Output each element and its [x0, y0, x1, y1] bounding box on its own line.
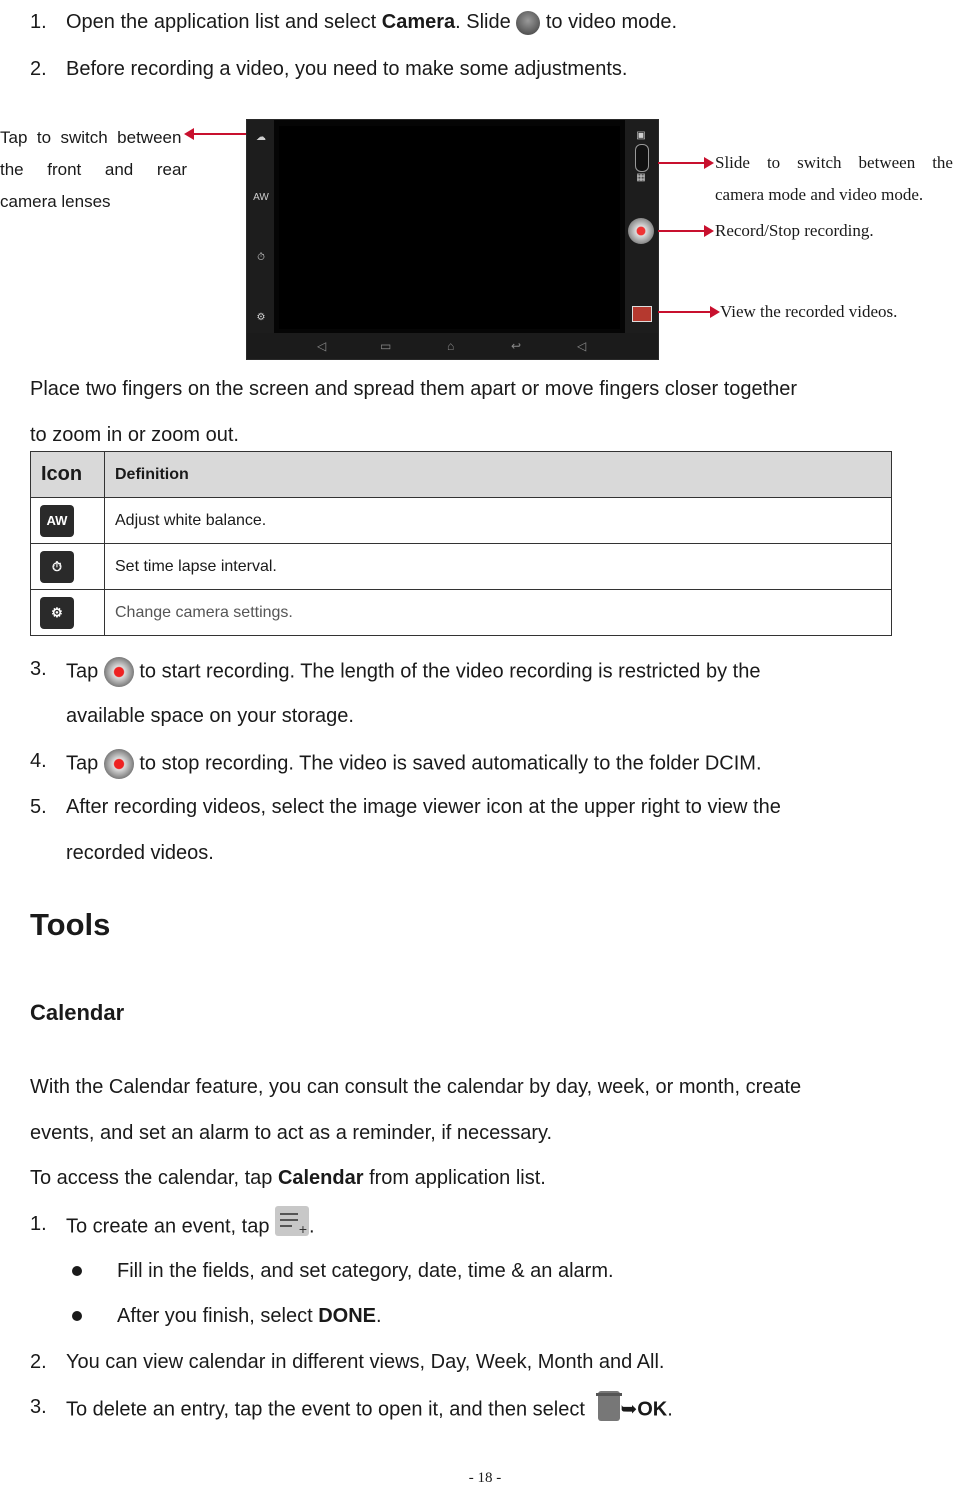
step-1-text	[66, 10, 677, 35]
calendar-access-text	[30, 1166, 546, 1190]
icon-glyph: AW	[46, 512, 68, 528]
step-5-text: After recording videos, select the image viewer icon at the upper right to view the	[66, 796, 781, 818]
home-icon: ⌂	[447, 339, 455, 353]
table-row	[31, 590, 892, 636]
record-button-icon	[628, 218, 654, 244]
bullet-fill-fields: Fill in the fields, and set category, date, time & an alarm.	[117, 1260, 614, 1282]
arrow-icon: ➥	[620, 1398, 638, 1421]
add-event-icon: +	[275, 1206, 309, 1236]
step-number: 3.	[30, 658, 47, 680]
trash-icon	[598, 1391, 620, 1421]
table-row	[31, 544, 892, 590]
callout-arrow	[658, 230, 706, 232]
system-nav-bar	[247, 333, 658, 359]
time-lapse-icon	[40, 551, 74, 583]
step-text: After you finish, select	[117, 1305, 319, 1327]
left-toolbar	[247, 120, 274, 359]
tools-heading: Tools	[30, 907, 111, 942]
camera-preview	[279, 126, 620, 329]
callout-arrow	[658, 311, 712, 313]
step-text: Tap	[66, 660, 104, 683]
step-number: 1.	[30, 11, 47, 33]
camera-mode-icon: ▣	[636, 130, 646, 141]
page-number: - 18 -	[468, 1470, 502, 1486]
table-cell-icon	[31, 590, 105, 636]
bullet-dot	[72, 1266, 82, 1276]
step-text: Open the application list and select	[66, 11, 382, 33]
calendar-para-line1: With the Calendar feature, you can consult the calendar by day, week, or month, create	[30, 1076, 802, 1098]
callout-arrow	[192, 133, 254, 135]
calendar-label: Calendar	[277, 1167, 364, 1189]
table-header-row	[31, 452, 892, 498]
mode-slider-icon	[516, 11, 540, 35]
callout-arrow	[658, 162, 706, 164]
callout-line: Slide to switch between the	[715, 153, 953, 172]
back-icon: ↩	[511, 339, 522, 353]
table-cell-definition: Set time lapse interval.	[105, 544, 892, 590]
step-2-text: Before recording a video, you need to make some adjustments.	[66, 58, 628, 80]
zoom-text-line1: Place two fingers on the screen and spread them apart or move fingers closer together	[30, 378, 798, 400]
table-cell-icon	[31, 498, 105, 544]
icon-glyph: ⏱	[51, 558, 63, 574]
step-text: to start recording. The length of the video recording is restricted by the	[133, 660, 761, 683]
calendar-heading: Calendar	[30, 1000, 125, 1025]
camera-screenshot	[246, 119, 659, 360]
time-lapse-icon: ⏱	[257, 252, 265, 263]
step-number: 3.	[30, 1396, 47, 1418]
table-cell-icon	[31, 544, 105, 590]
recent-apps-icon: ▭	[380, 339, 392, 353]
mode-switch-callout	[715, 147, 970, 211]
step-text: to stop recording. The video is saved automatically to the folder DCIM.	[133, 752, 762, 775]
table-cell-definition: Adjust white balance.	[105, 498, 892, 544]
switch-camera-callout	[0, 122, 192, 218]
table-header-icon: Icon	[31, 452, 105, 498]
stop-button-icon	[104, 749, 134, 779]
white-balance-icon	[40, 505, 74, 537]
right-toolbar	[625, 120, 658, 359]
white-balance-icon: AW	[253, 192, 269, 203]
ok-label: OK	[637, 1398, 668, 1421]
step-text: Tap	[66, 752, 104, 775]
calendar-step-2: You can view calendar in different views, Day, Week, Month and All.	[66, 1351, 665, 1373]
switch-camera-icon: ☁	[256, 132, 266, 143]
step-text: .	[376, 1305, 382, 1327]
step-text: to video mode.	[540, 11, 678, 33]
icon-glyph: ⚙	[51, 604, 63, 620]
calendar-para-line2: events, and set an alarm to act as a reminder, if necessary.	[30, 1122, 553, 1144]
step-number: 1.	[30, 1213, 47, 1235]
view-videos-callout: View the recorded videos.	[720, 302, 898, 321]
step-3-text	[66, 657, 760, 687]
step-text: To create an event, tap	[66, 1215, 276, 1238]
step-number: 2.	[30, 58, 47, 80]
access-text: from application list.	[363, 1167, 546, 1189]
video-mode-icon: ▦	[636, 172, 646, 183]
record-button-icon	[104, 657, 134, 687]
bullet-done	[117, 1304, 382, 1328]
calendar-step-3	[66, 1395, 673, 1425]
callout-line: the front and rear	[0, 160, 188, 179]
volume-up-icon: ◁	[577, 339, 587, 353]
settings-gear-icon: ⚙	[256, 312, 266, 323]
settings-gear-icon	[40, 597, 74, 629]
record-callout: Record/Stop recording.	[715, 221, 874, 240]
step-number: 4.	[30, 750, 47, 772]
icon-definition-table	[30, 451, 892, 636]
camera-label: Camera	[381, 11, 456, 33]
step-text: .	[309, 1215, 315, 1238]
step-number: 5.	[30, 796, 47, 818]
video-thumbnail-icon	[632, 306, 652, 322]
zoom-text-line2: to zoom in or zoom out.	[30, 424, 239, 446]
callout-line: camera lenses	[0, 192, 111, 211]
step-5-continued: recorded videos.	[66, 842, 214, 864]
mode-slider-icon	[635, 144, 649, 172]
step-text: .	[667, 1398, 673, 1421]
bullet-dot	[72, 1311, 82, 1321]
access-text: To access the calendar, tap	[30, 1167, 278, 1189]
table-row	[31, 498, 892, 544]
table-cell-definition: Change camera settings.	[105, 590, 892, 636]
step-4-text	[66, 749, 762, 779]
done-label: DONE	[318, 1305, 376, 1327]
calendar-step-1	[66, 1212, 315, 1242]
step-text: To delete an entry, tap the event to open it, and then select	[66, 1398, 591, 1421]
step-3-continued: available space on your storage.	[66, 705, 354, 727]
callout-line: Tap to switch between	[0, 128, 182, 147]
volume-down-icon: ◁	[317, 339, 327, 353]
step-text: . Slide	[455, 11, 517, 33]
table-header-definition: Definition	[105, 452, 892, 498]
callout-line: camera mode and video mode.	[715, 185, 924, 204]
step-number: 2.	[30, 1351, 47, 1373]
